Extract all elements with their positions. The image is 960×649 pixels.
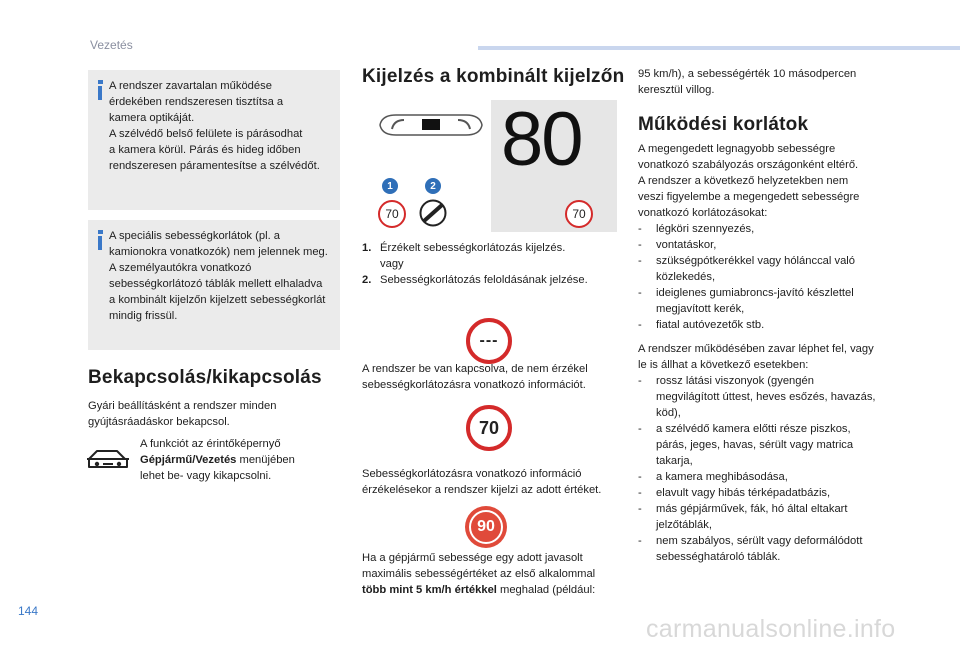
list-item: - vontatáskor, <box>638 239 717 251</box>
list-item: - rossz látási viszonyok (gyengén megvilágított úttest, heves esőzés, havazás, köd), <box>638 375 876 419</box>
note-box-special-limits <box>88 220 340 350</box>
list-malfunction-cases <box>638 373 908 565</box>
page-number: 144 <box>18 604 39 618</box>
paragraph-malfunction: A rendszer működésében zavar léphet fel, vagy le is állhat a következő esetekben: <box>638 343 874 371</box>
list-item: - fiatal autóvezetők stb. <box>638 319 765 331</box>
speed-limit-sign-small-left: 70 <box>378 200 406 228</box>
speed-limit-90-value: 90 <box>477 518 495 535</box>
speed-limit-70-sign <box>466 405 512 451</box>
watermark-text: carmanualsonline.info <box>646 615 896 643</box>
legend-item-1: 1. Érzékelt sebességkorlátozás kijelzés. vagy <box>362 242 566 270</box>
car-icon <box>86 444 130 472</box>
section-header: Vezetés <box>90 38 133 52</box>
big-speed-readout: 80 <box>501 97 582 182</box>
note-box-cleaning <box>88 70 340 210</box>
paragraph-no-info: A rendszer be van kapcsolva, de nem érzékel sebességkorlátozásra vonatkozó információt. <box>362 363 588 391</box>
paragraph-limit-shown: Sebességkorlátozásra vonatkozó információ érzékelésekor a rendszer kijelzi az adott értéket. <box>362 468 602 496</box>
paragraph-default-on: Gyári beállításként a rendszer minden gyújtásráadáskor bekapcsol. <box>88 400 277 428</box>
note-special-limits-text: A speciális sebességkorlátok (pl. a kamionokra vonatkozók) nem jelennek meg. A személyautókra vonatkozó sebességkorlátozó táblák mellett elhaladva a kombinált kijelzőn kijelzett sebességkorlát mindig frissül. <box>109 230 328 322</box>
list-item: - ideiglenes gumiabroncs-javító készlettel megjavított kerék, <box>638 287 854 315</box>
touchscreen-instruction: A funkciót az érintőképernyő Gépjármű/Vezetés menüjében lehet be- vagy kikapcsolni. <box>140 438 295 482</box>
no-limit-dashes: --- <box>479 332 499 349</box>
legend-item-2: 2. Sebességkorlátozás feloldásának jelzése. <box>362 274 588 286</box>
header-rule <box>478 46 960 50</box>
list-item: - a szélvédő kamera előtti része piszkos, párás, jeges, havas, sérült vagy matrica takarja, <box>638 423 854 467</box>
speed-limit-sign-small-right: 70 <box>565 200 593 228</box>
speed-limit-90-flashing-sign <box>465 506 507 548</box>
instrument-cluster-illustration <box>362 97 617 232</box>
list-not-considered <box>638 221 908 333</box>
end-of-limit-sign-icon <box>419 199 447 232</box>
list-item: - elavult vagy hibás térképadatbázis, <box>638 487 831 499</box>
marker-2: 2 <box>425 178 441 194</box>
heading-limitations: Működési korlátok <box>638 114 809 135</box>
paragraph-flashing-cont: 95 km/h), a sebességérték 10 másodpercen keresztül villog. <box>638 68 857 96</box>
list-item: - más gépjárművek, fák, hó által eltakart jelzőtáblák, <box>638 503 848 531</box>
info-icon <box>97 80 104 100</box>
display-legend <box>362 240 617 288</box>
info-icon <box>97 230 104 250</box>
heading-display: Kijelzés a kombinált kijelzőn <box>362 66 625 87</box>
heading-on-off: Bekapcsolás/kikapcsolás <box>88 367 322 388</box>
speed-limit-70-value: 70 <box>478 417 500 438</box>
paragraph-regulation: A megengedett legnagyobb sebességre vonatkozó szabályozás országonként eltérő. A rendszer a következő helyzetekben nem veszi figyelembe a megengedett sebességre vonatkozó korlátozásokat: <box>638 143 860 219</box>
cluster-outline-icon <box>376 112 486 138</box>
paragraph-over-limit: Ha a gépjármű sebessége egy adott javasolt maximális sebességértéket az első alkalommal több mint 5 km/h értékkel meghalad (például: <box>362 552 596 596</box>
list-item: - nem szabályos, sérült vagy deformálódott sebességhatároló táblák. <box>638 535 863 563</box>
note-cleaning-text: A rendszer zavartalan működése érdekében rendszeresen tisztítsa a kamera optikáját. A szélvédő belső felülete is párásodhat a kamera körül. Párás és hideg időben rendszeresen páramentesítse a szélvédőt. <box>109 80 320 172</box>
list-item: - szükségpótkerékkel vagy hólánccal való közlekedés, <box>638 255 855 283</box>
no-limit-detected-sign <box>466 318 512 364</box>
list-item: - a kamera meghibásodása, <box>638 471 788 483</box>
list-item: - légköri szennyezés, <box>638 223 755 235</box>
marker-1: 1 <box>382 178 398 194</box>
